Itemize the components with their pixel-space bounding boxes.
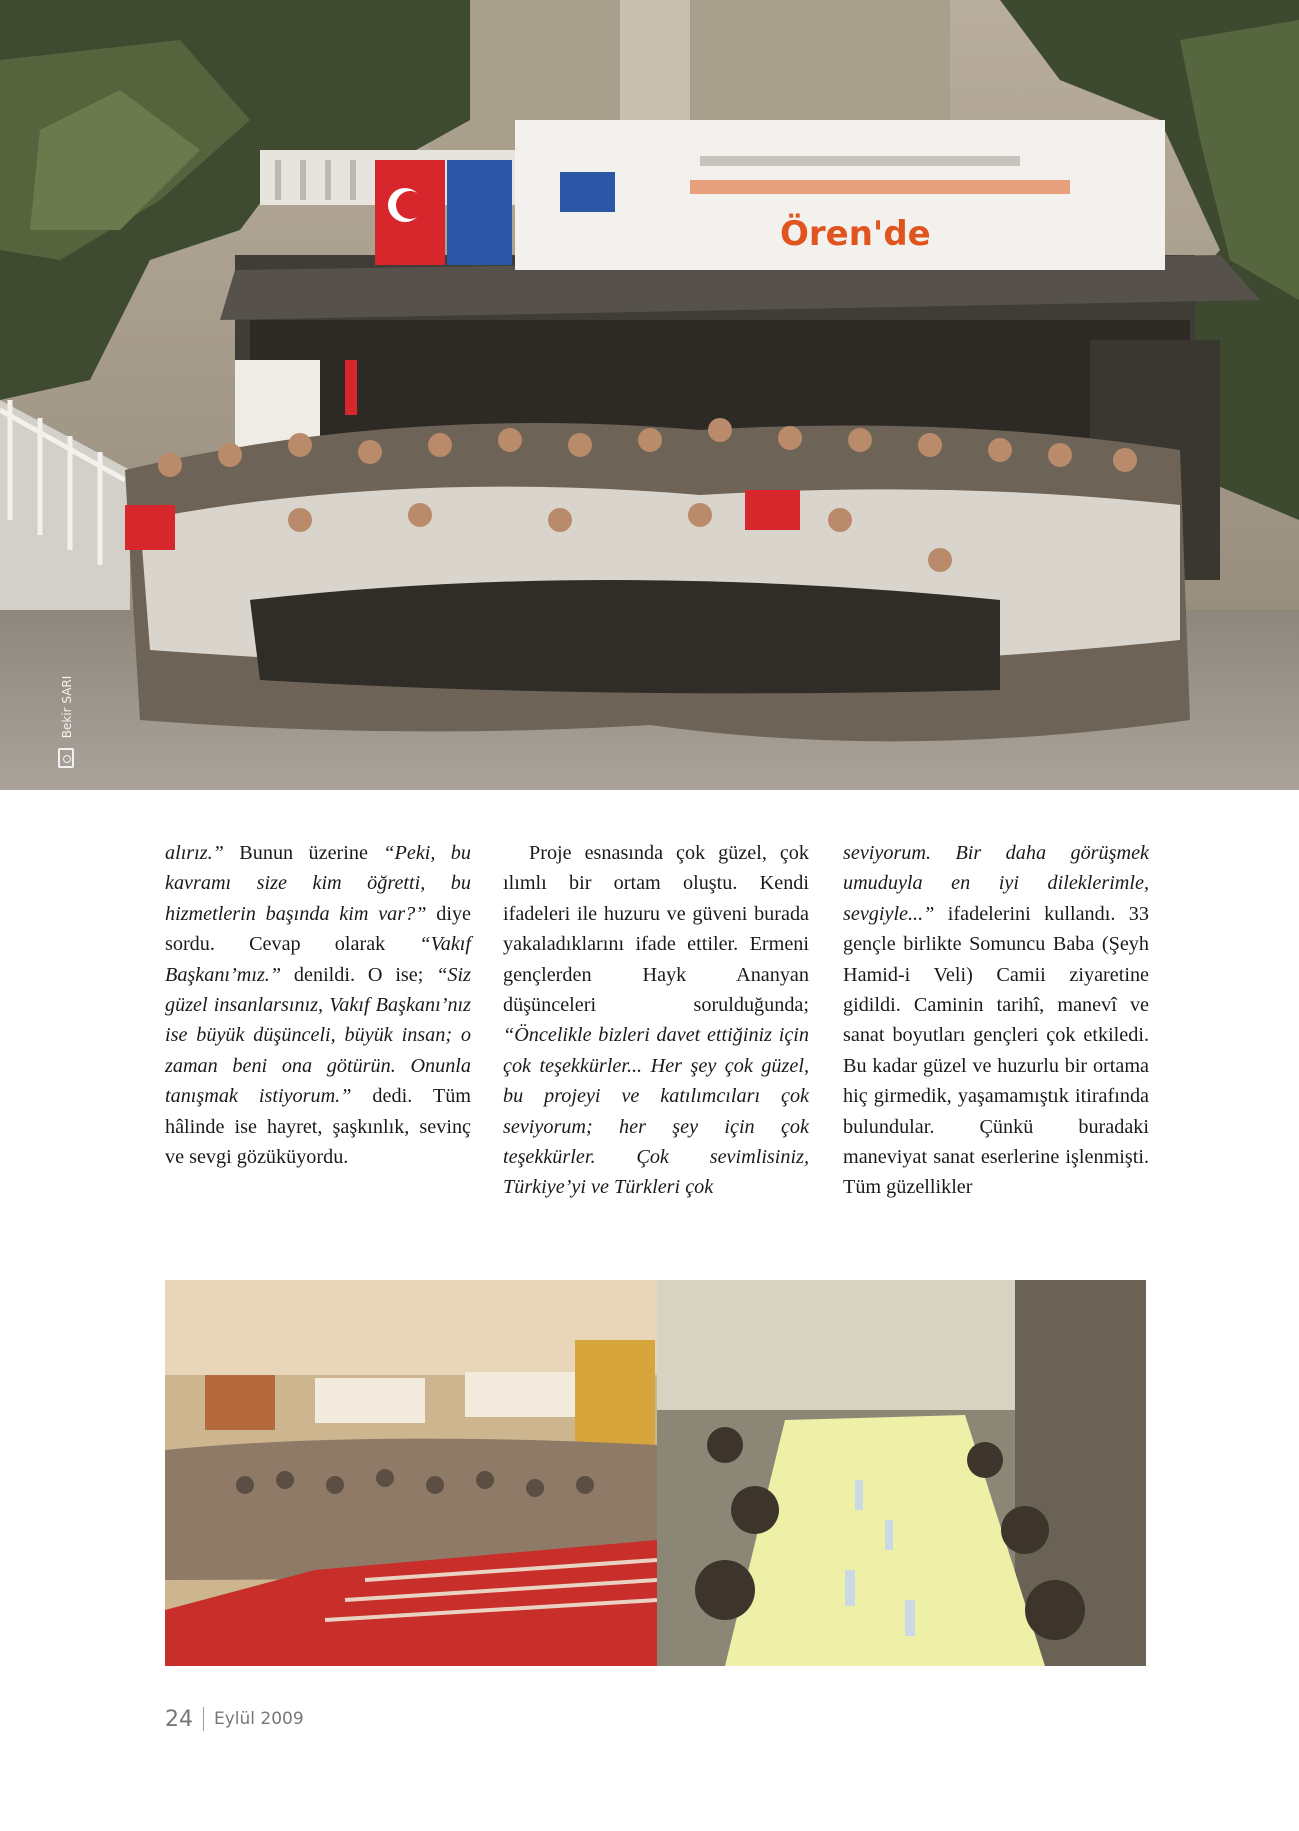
column-2-paragraph [503, 838, 809, 1203]
italic-quote-text: seviyorum. Bir daha görüşmek umuduyla en iyi dileklerimle, sevgiyle...” [843, 842, 1149, 925]
body-text: denildi. O ise; [281, 963, 437, 986]
camera-icon [58, 748, 74, 768]
issue-date: Eylül 2009 [214, 1709, 304, 1729]
italic-quote-text: “Öncelikle bizleri davet ettiğiniz için çok teşekkürler... Her şey çok güzel, bu projeyi ve katılımcıları çok seviyorum; her şey için çok teşekkürler. Çok sevimlisiniz, Türkiye’yi ve Türkleri çok [503, 1024, 809, 1199]
page-number: 24 [165, 1706, 193, 1732]
group-photo-illustration [0, 0, 1299, 790]
italic-quote-text: “Peki, bu kavramı size kim öğretti, bu hizmetlerin başında kim var?” [165, 842, 471, 925]
italic-quote-text: alırız.” [165, 842, 224, 864]
body-text: Proje esnasında çok güzel, çok ılımlı bir ortam oluştu. Kendi ifadeleri ile huzuru ve güveni burada yakaladıklarını ifade ettiler. Ermeni gençlerden Hayk Ananyan düşünceleri sorulduğunda; [503, 842, 809, 1017]
hero-photo [0, 0, 1299, 790]
body-text: ifadelerini kullandı. 33 gençle birlikte Somuncu Baba (Şeyh Hamid-i Veli) Camii ziyaretine gidildi. Caminin tarihî, manevî ve sanat boyutları gençleri çok etkiledi. Bu kadar güzel ve huzurlu bir ortama hiç girmedik, yaşamamıştık itirafında bulundular. Çünkü buradaki maneviyat sanat eserlerine işlenmişti. Tüm güzellikler [843, 902, 1149, 1199]
column-1-paragraph [165, 838, 471, 1172]
dining-photos-illustration [165, 1280, 1146, 1666]
body-text: Bunun üzerine [223, 842, 384, 864]
footer-divider [203, 1707, 204, 1731]
photo-credit-name: Bekir SARI [60, 675, 74, 739]
article-column-3 [843, 838, 1149, 1203]
body-text: diye sordu. Cevap olarak [165, 902, 471, 956]
italic-quote-text: “Siz güzel insanlarsınız, Vakıf Başkanı’nız ise büyük düşünceli, büyük insan; o zaman beni ona götürün. Onunla tanışmak istiyorum.” [165, 963, 471, 1108]
body-text: dedi. Tüm hâlinde ise hayret, şaşkınlık, sevinç ve sevgi gözüküyordu. [165, 1085, 471, 1169]
article-column-2 [503, 838, 809, 1203]
eu-flag-icon [447, 160, 512, 265]
article-column-1 [165, 838, 471, 1172]
bottom-photos [165, 1280, 1146, 1666]
column-3-paragraph [843, 838, 1149, 1203]
photo-credit [56, 675, 78, 778]
banner-text: Ören'de [780, 214, 931, 254]
page-footer [165, 1704, 304, 1734]
italic-quote-text: “Vakıf Başkanı’mız.” [165, 933, 471, 986]
